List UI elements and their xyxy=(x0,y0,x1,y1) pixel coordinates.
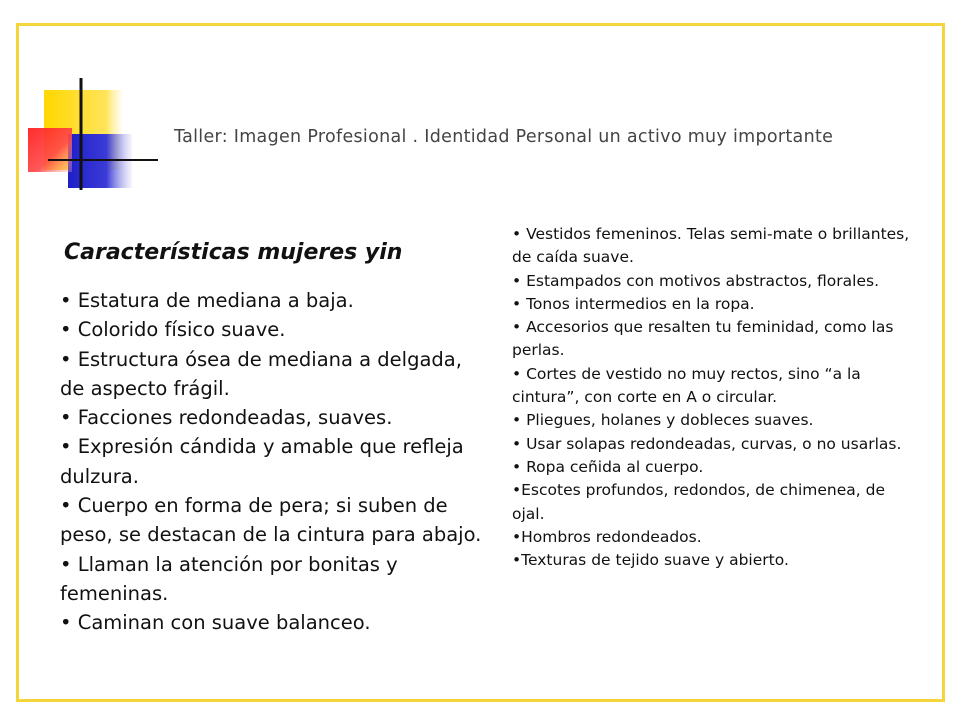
list-item: • Pliegues, holanes y dobleces suaves. xyxy=(512,411,814,430)
list-item: • Usar solapas redondeadas, curvas, o no usarlas. xyxy=(512,434,902,453)
list-item: • Colorido físico suave. xyxy=(60,318,286,342)
list-item: • Vestidos femeninos. Telas semi-mate o brillantes, de caída suave. xyxy=(512,225,910,267)
list-item: • Caminan con suave balanceo. xyxy=(60,611,371,635)
list-item: • Accesorios que resalten tu feminidad, como las perlas. xyxy=(512,318,894,360)
list-item: • Tonos intermedios en la ropa. xyxy=(512,294,755,313)
clothing-list xyxy=(512,223,912,572)
list-item: • Estatura de mediana a baja. xyxy=(60,289,354,312)
list-item: • Llaman la atención por bonitas y femeninas. xyxy=(60,552,398,605)
list-item: • Cortes de vestido no muy rectos, sino “a la cintura”, con corte en A o circular. xyxy=(512,364,861,407)
characteristics-list xyxy=(60,286,490,638)
list-item: •Texturas de tejido suave y abierto. xyxy=(512,551,789,570)
list-item: • Cuerpo en forma de pera; si suben de peso, se destacan de la cintura para abajo. xyxy=(60,494,482,547)
list-item: • Facciones redondeadas, suaves. xyxy=(60,406,393,430)
list-item: •Escotes profundos, redondos, de chimenea, de ojal. xyxy=(512,481,885,523)
list-item: • Estampados con motivos abstractos, florales. xyxy=(512,271,879,290)
list-item: • Expresión cándida y amable que refleja dulzura. xyxy=(60,435,464,488)
section-title: Características mujeres yin xyxy=(64,240,403,265)
header-title: Taller: Imagen Profesional . Identidad Personal un activo muy importante xyxy=(174,127,834,147)
list-item: • Ropa ceñida al cuerpo. xyxy=(512,457,704,476)
list-item: • Estructura ósea de mediana a delgada, de aspecto frágil. xyxy=(60,347,462,400)
list-item: •Hombros redondeados. xyxy=(512,527,702,546)
